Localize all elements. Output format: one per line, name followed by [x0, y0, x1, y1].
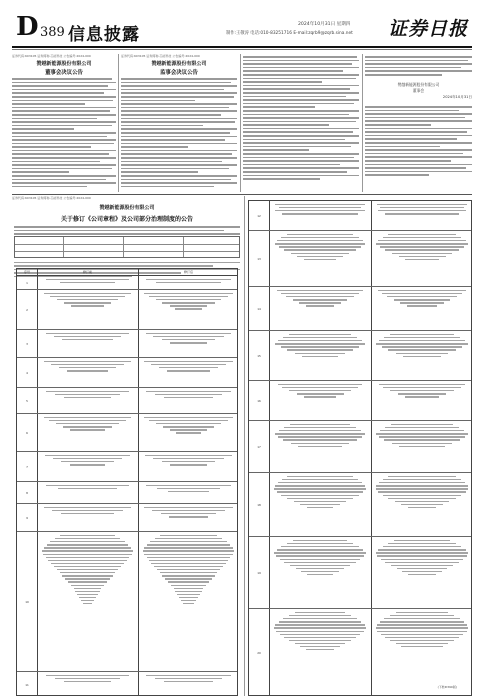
- table-row: 10: [17, 532, 237, 672]
- table-row: 18: [249, 473, 471, 537]
- announcement-continued: [243, 54, 359, 192]
- body-text: [12, 78, 116, 189]
- masthead-bar: [12, 10, 472, 46]
- table-row: 13: [249, 231, 471, 287]
- continued-note: (下转D390版): [437, 685, 457, 689]
- table-row: 9: [17, 504, 237, 532]
- table-row: 5: [17, 388, 237, 414]
- masthead-rule: [12, 46, 472, 48]
- masthead-rule-thin: [12, 49, 472, 50]
- comparison-table-left: [16, 268, 238, 696]
- table-row: 15: [249, 331, 471, 381]
- table-row: 1: [17, 276, 237, 290]
- table-row: 6: [17, 414, 237, 452]
- table-row: 8: [17, 482, 237, 504]
- section-title: 信息披露: [68, 25, 140, 45]
- paper-logo: 证券日报: [387, 18, 468, 40]
- announcement-supervisory-resolution: [121, 54, 237, 192]
- announcement-meta: 证券代码:603105 证券简称:芯能科技 公告编号:2024-000: [12, 54, 91, 58]
- section-divider: [12, 194, 472, 195]
- table-row: 7: [17, 452, 237, 482]
- table-row: 3: [17, 330, 237, 358]
- body-text: [365, 56, 472, 78]
- summary-table: [14, 236, 240, 258]
- issue-date: 2024年10月31日 星期四: [298, 22, 351, 27]
- page-number: 389: [40, 25, 65, 40]
- table-row: 17: [249, 421, 471, 473]
- announcement-meta: 证券代码:603105 证券简称:芯能科技 公告编号:2024-000: [121, 54, 200, 58]
- body-text: [121, 78, 237, 189]
- announcement-company: 赞越新能源股份有限公司: [36, 61, 92, 67]
- page-letter: D: [16, 12, 39, 42]
- column-divider: [362, 54, 363, 192]
- body-text: [365, 106, 472, 178]
- announcement-title: 关于修订《公司章程》及公司部分治理制度的公告: [60, 216, 193, 223]
- table-row: 19: [249, 537, 471, 609]
- issue-contact: 制作:王敬涛 电话:010-83251716 E-mail:zqrb9@zqrb.sina.net: [226, 31, 353, 36]
- signoff-block: [365, 82, 472, 100]
- table-header: [17, 269, 237, 276]
- header-before: 修订前: [82, 270, 92, 274]
- announcement-meta: 证券代码:603105 证券简称:芯能科技 公告编号:2024-000: [12, 196, 91, 200]
- signoff-date: 2024年10月31日: [442, 95, 472, 99]
- header-index: 序号: [23, 270, 30, 274]
- announcement-board-resolution: [12, 54, 116, 192]
- announcement-signoffs: [365, 54, 472, 192]
- announcement-title: 董事会决议公告: [45, 70, 83, 76]
- column-divider: [240, 54, 241, 192]
- column-divider: [118, 54, 119, 192]
- announcement-company: 赞越新能源股份有限公司: [151, 61, 207, 67]
- header-after: 修订后: [183, 270, 193, 274]
- table-row: 16: [249, 381, 471, 421]
- table-row: 11: [17, 672, 237, 696]
- body-text: [243, 56, 359, 182]
- table-row: 14: [249, 287, 471, 331]
- signoff-company: 赞越新能源股份有限公司: [397, 82, 440, 87]
- table-row: 20: [249, 609, 471, 696]
- table-row: 12: [249, 201, 471, 231]
- column-divider: [244, 196, 245, 696]
- signoff-title: 董事会: [412, 88, 425, 93]
- table-row: 4: [17, 358, 237, 388]
- announcement-title: 监事会决议公告: [160, 70, 198, 76]
- announcement-company: 赞越新能源股份有限公司: [99, 205, 155, 211]
- table-row: 2: [17, 290, 237, 330]
- comparison-table-right: [248, 200, 472, 696]
